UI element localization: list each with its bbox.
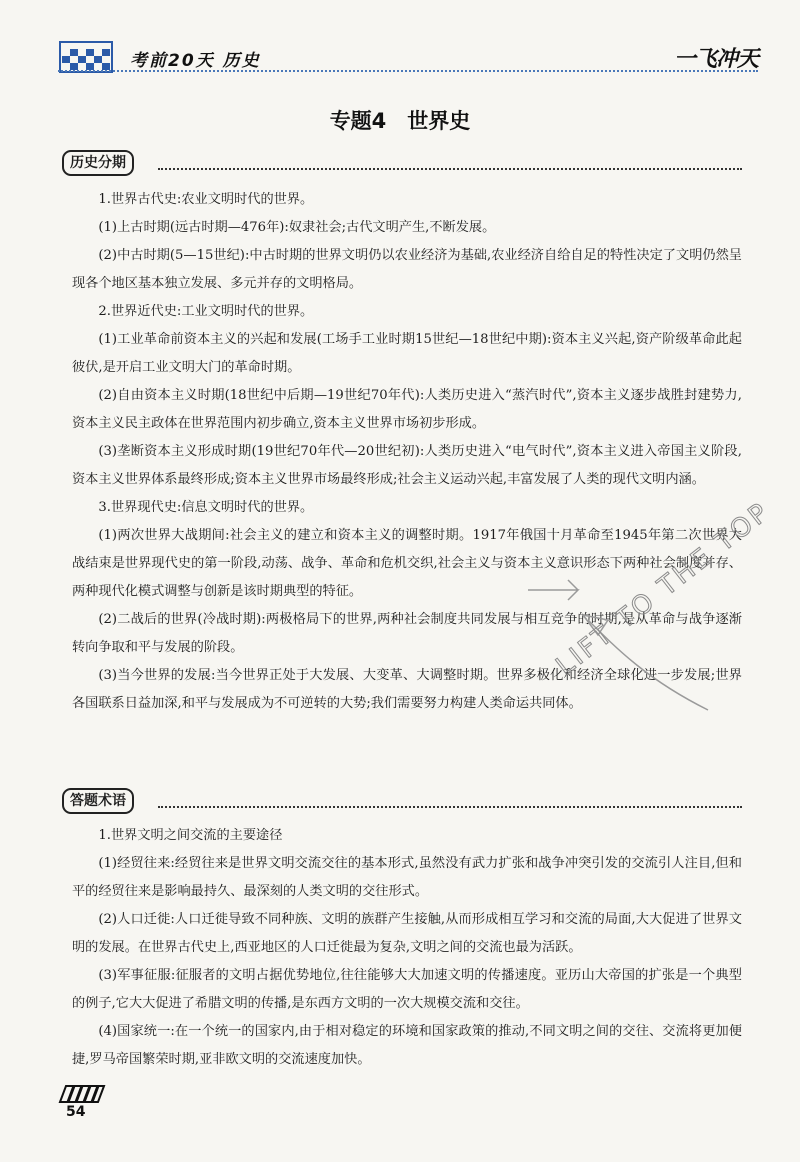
section-body-periods [72, 186, 742, 718]
paragraph: (1)工业革命前资本主义的兴起和发展(工场手工业时期15世纪—18世纪中期):资本主义兴起,资产阶级革命此起彼伏,是开启工业文明大门的革命时期。 [72, 332, 742, 375]
paragraph: (1)两次世界大战期间:社会主义的建立和资本主义的调整时期。1917年俄国十月革命至1945年第二次世界大战结束是世界现代史的第一阶段,动荡、战争、革命和危机交织,社会主义与资本主义意识形态下两种社会制度并存、两种现代化模式调整与创新是该时期典型的特征。 [72, 528, 742, 599]
page-header [58, 40, 758, 80]
paragraph: 3.世界现代史:信息文明时代的世界。 [98, 500, 314, 515]
checkered-blocks-icon [58, 40, 114, 74]
paragraph: 2.世界近代史:工业文明时代的世界。 [98, 304, 314, 319]
topic-title: 专题4 世界史 [329, 109, 471, 133]
header-divider [58, 70, 758, 72]
book-title: 考前20天 历史 [130, 51, 261, 71]
paragraph: (3)军事征服:征服者的文明占据优势地位,往往能够大大加速文明的传播速度。亚历山大帝国的扩张是一个典型的例子,它大大促进了希腊文明的传播,是东西方文明的一次大规模交流和交往。 [72, 968, 742, 1011]
section-head-periods [62, 150, 742, 176]
paragraph: (2)二战后的世界(冷战时期):两极格局下的世界,两种社会制度共同发展与相互竞争的时期,是从革命与战争逐渐转向争取和平与发展的阶段。 [72, 612, 742, 655]
paragraph: (2)自由资本主义时期(18世纪中后期—19世纪70年代):人类历史进入“蒸汽时代”,资本主义逐步战胜封建势力,资本主义民主政体在世界范围内初步确立,资本主义世界市场初步形成。 [72, 388, 742, 431]
stripe-ribbon-icon [58, 1082, 106, 1104]
section-dotted-rule [158, 806, 742, 808]
brand-logo: 一飞冲天 [673, 47, 758, 72]
section-dotted-rule [158, 168, 742, 170]
section-label: 历史分期 [62, 150, 134, 176]
paragraph: (2)人口迁徙:人口迁徙导致不同种族、文明的族群产生接触,从而形成相互学习和交流的局面,大大促进了世界文明的发展。在世界古代史上,西亚地区的人口迁徙最为复杂,文明之间的交流也最为活跃。 [72, 912, 742, 955]
paragraph: (1)经贸往来:经贸往来是世界文明交流交往的基本形式,虽然没有武力扩张和战争冲突引发的交流引人注目,但和平的经贸往来是影响最持久、最深刻的人类文明的交往形式。 [72, 856, 742, 899]
paragraph: (3)垄断资本主义形成时期(19世纪70年代—20世纪初):人类历史进入“电气时代”,资本主义进入帝国主义阶段,资本主义世界体系最终形成;资本主义世界市场最终形成;社会主义运动兴起,丰富发展了人类的现代文明内涵。 [72, 444, 742, 487]
paragraph: 1.世界文明之间交流的主要途径 [98, 828, 283, 843]
watermark-text: LIFT TO THE TOP [550, 496, 777, 682]
paragraph: (3)当今世界的发展:当今世界正处于大发展、大变革、大调整时期。世界多极化和经济全球化进一步发展;世界各国联系日益加深,和平与发展成为不可逆转的大势;我们需要努力构建人类命运共同体。 [72, 668, 742, 711]
paragraph: 1.世界古代史:农业文明时代的世界。 [98, 192, 314, 207]
paragraph: (2)中古时期(5—15世纪):中古时期的世界文明仍以农业经济为基础,农业经济自给自足的特性决定了文明仍然呈现各个地区基本独立发展、多元并存的文明格局。 [72, 248, 742, 291]
paragraph: (1)上古时期(远古时期—476年):奴隶社会;古代文明产生,不断发展。 [98, 220, 496, 235]
section-label: 答题术语 [62, 788, 134, 814]
paragraph: (4)国家统一:在一个统一的国家内,由于相对稳定的环境和国家政策的推动,不同文明之间的交往、交流将更加便捷,罗马帝国繁荣时期,亚非欧文明的交流速度加快。 [72, 1024, 742, 1067]
page-number: 54 [66, 1104, 86, 1120]
section-head-terms [62, 788, 742, 814]
page-number-badge [58, 1082, 106, 1122]
section-body-terms [72, 822, 742, 1074]
